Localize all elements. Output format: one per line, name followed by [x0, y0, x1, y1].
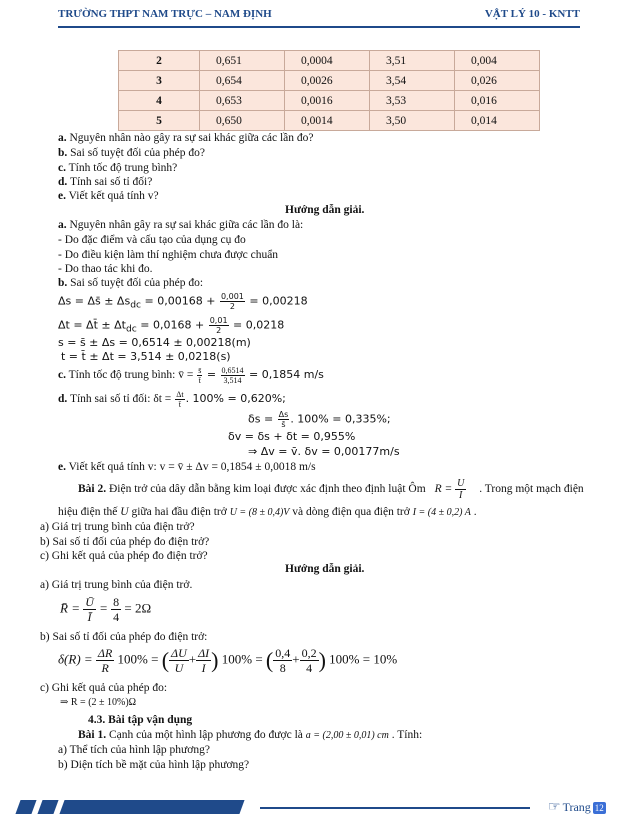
solution-e: e. Viết kết quả tính v: v = v̄ ± Δv = 0,1854 ± 0,0018 m/s — [58, 461, 316, 473]
table-cell: 0,0014 — [285, 111, 370, 131]
sol2-b-equation: δ(R) = $\frac{\Delta R}{R}$ 100% = ( $\frac{\Delta U}{U}$ + $\frac{\Delta I}{I}$ ) 100% = ( $\frac{0,4}{8}$ + $\frac{0,2}{4}$ ) 100% = 10% — [58, 646, 398, 675]
solution-b: b. Sai số tuyệt đối của phép đo: — [58, 277, 204, 289]
question-c: c. Tính tốc độ trung bình? — [58, 162, 178, 174]
footer-rule — [260, 807, 530, 809]
question-d: d. Tính sai số tỉ đối? — [58, 176, 153, 188]
footer-bar — [15, 800, 36, 814]
footer-bar — [59, 800, 244, 814]
question-a: a. Nguyên nhân nào gây ra sự sai khác giữa các lần đo? — [58, 132, 314, 144]
table-cell: 3,53 — [370, 91, 455, 111]
solution-d: d. Tính sai số tỉ đối: δt = $\frac{\Delta t}{t̄}$ . 100% = 0,620%; — [58, 390, 286, 409]
equation-t: t = t̄ ± Δt = 3,514 ± 0,0218(s) — [61, 350, 231, 363]
measurement-table — [118, 50, 540, 131]
table-cell: 0,0016 — [285, 91, 370, 111]
bai1-question-b: b) Diện tích bề mặt của hình lập phương? — [58, 759, 250, 771]
sol2-c-equation: ⇒ R = (2 ± 10%)Ω — [60, 697, 137, 708]
table-row — [119, 111, 540, 131]
bai2-question-c: c) Ghi kết quả của phép đo điện trở? — [40, 550, 208, 562]
solution-a1: - Do đặc điểm và cấu tạo của dụng cụ đo — [58, 234, 246, 246]
guide-title-1: Hướng dẫn giải. — [285, 204, 365, 216]
table-cell-index: 2 — [119, 51, 200, 71]
question-e: e. Viết kết quả tính v? — [58, 190, 159, 202]
sol2-b: b) Sai số tỉ đối của phép đo điện trở: — [40, 631, 208, 643]
question-b: b. Sai số tuyệt đối của phép đo? — [58, 147, 205, 159]
sol2-a: a) Giá trị trung bình của điện trở. — [40, 579, 193, 591]
footer-bars — [0, 800, 638, 818]
solution-a2: - Do điều kiện làm thí nghiệm chưa được chuẩn — [58, 249, 279, 261]
bai1-question-a: a) Thể tích của hình lập phương? — [58, 744, 210, 756]
sol2-a-equation: R̄ = $\frac{Ū}{Ī}$ = $\frac{8}{4}$ = 2Ω — [60, 595, 152, 624]
table-cell: 3,50 — [370, 111, 455, 131]
page-number-badge: 12 — [594, 802, 604, 813]
equation-delta-s: Δs = Δs̄ ± $\Delta s_{dc} = 0,00168$ + $\frac{0,001}{2}$ = 0,00218 — [58, 292, 308, 311]
page-number: ☞ Trang 12 — [548, 800, 604, 815]
table-cell: 3,51 — [370, 51, 455, 71]
table-cell: 3,54 — [370, 71, 455, 91]
solution-a: a. Nguyên nhân gây ra sự sai khác giữa các lần đo là: — [58, 219, 304, 231]
table-cell-index: 4 — [119, 91, 200, 111]
table-cell: 0,004 — [455, 51, 540, 71]
table-row — [119, 51, 540, 71]
section-heading: 4.3. Bài tập vận dụng — [88, 714, 193, 726]
equation-delta-v-rel: δv = δs + δt = 0,955% — [228, 430, 356, 443]
header-subject: VẬT LÝ 10 - KNTT — [484, 8, 580, 20]
table-row — [119, 91, 540, 111]
equation-s: s = s̄ ± Δs = 0,6514 ± 0,00218(m) — [58, 336, 251, 349]
table-cell: 0,650 — [200, 111, 285, 131]
sol2-c: c) Ghi kết quả của phép đo: — [40, 682, 168, 694]
table-cell-index: 5 — [119, 111, 200, 131]
solution-c: c. Tính tốc độ trung bình: v̄ = $\frac{s̄}{t̄}$ = $\frac{0,6514}{3,514}$ = 0,1854 m/s — [58, 366, 324, 385]
solution-a3: - Do thao tác khi đo. — [58, 263, 153, 275]
guide-title-2: Hướng dẫn giải. — [285, 563, 365, 575]
equation-delta-s-rel: δs = $\frac{\Delta s}{s̄}$ . 100% = 0,335%; — [248, 410, 391, 429]
bai2-question-b: b) Sai số tỉ đối của phép đo điện trở? — [40, 536, 210, 548]
table-cell: 0,651 — [200, 51, 285, 71]
equation-delta-t: Δt = Δt̄ ± $\Delta t_{dc} = 0,0168$ + $\frac{0,01}{2}$ = 0,0218 — [58, 316, 285, 335]
bai1-statement: Bài 1. Cạnh của một hình lập phương đo được là a = (2,00 ± 0,01) cm . Tính: — [78, 729, 423, 741]
table-cell: 0,014 — [455, 111, 540, 131]
table-cell: 0,026 — [455, 71, 540, 91]
table-cell: 0,653 — [200, 91, 285, 111]
table-cell: 0,0004 — [285, 51, 370, 71]
table-cell-index: 3 — [119, 71, 200, 91]
page-header — [58, 8, 580, 28]
footer-bar — [37, 800, 58, 814]
table-row — [119, 71, 540, 91]
pointing-hand-icon: ☞ — [548, 800, 561, 815]
header-school: TRƯỜNG THPT NAM TRỰC – NAM ĐỊNH — [58, 8, 272, 20]
bai2-statement-2: hiệu điện thế U giữa hai đầu điện trở U = (8 ± 0,4)V và dòng điện qua điện trở I = (4 ± 0,2) A . — [58, 506, 477, 518]
table-cell: 0,016 — [455, 91, 540, 111]
bai2-statement-1: Bài 2. Điện trở của dây dẫn bằng kim loại được xác định theo định luật Ôm R = $\frac{U}{I}$ . Trong một mạch điện — [78, 478, 584, 501]
bai2-question-a: a) Giá trị trung bình của điện trở? — [40, 521, 195, 533]
equation-delta-v: ⇒ Δv = v̄. δv = 0,00177m/s — [248, 445, 400, 458]
table-cell: 0,0026 — [285, 71, 370, 91]
table-cell: 0,654 — [200, 71, 285, 91]
